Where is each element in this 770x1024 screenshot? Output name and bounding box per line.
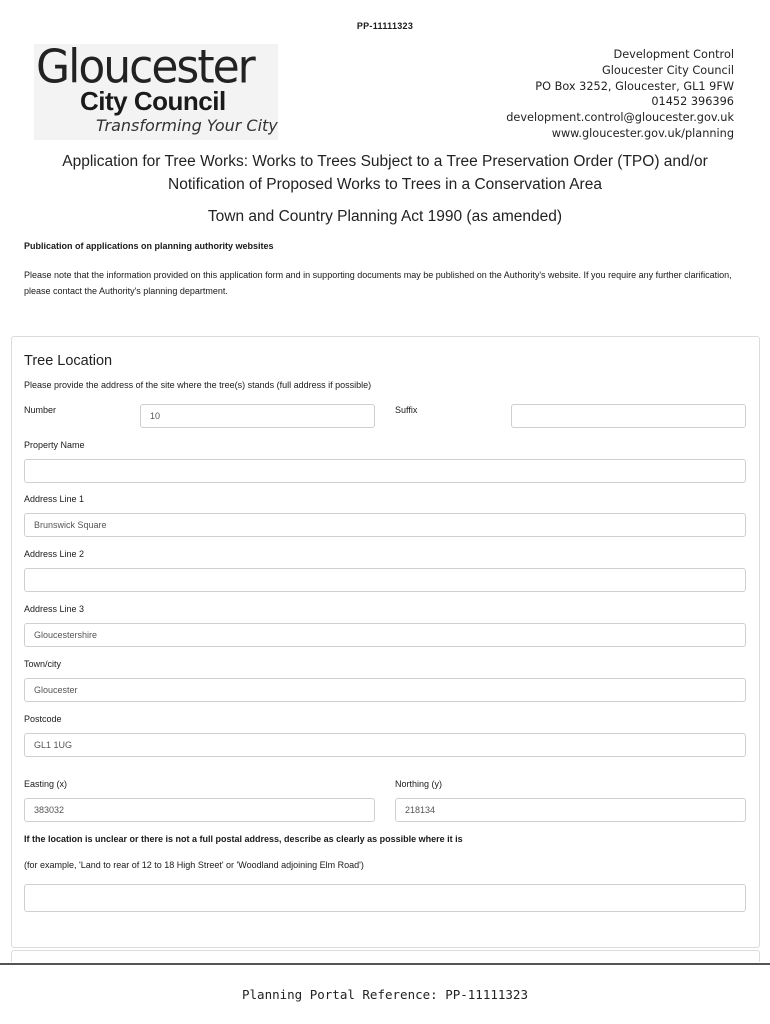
contact-phone: 01452 396396	[651, 95, 734, 109]
address-line-3-field[interactable]: Gloucestershire	[24, 623, 746, 647]
address-line-1-field[interactable]: Brunswick Square	[24, 513, 746, 537]
property-name-label: Property Name	[24, 440, 85, 450]
logo-main-text: Gloucester	[36, 40, 254, 95]
unclear-location-heading: If the location is unclear or there is not a full postal address, describe as clearly as possible where it is	[24, 834, 463, 844]
reference-number: PP-11111323	[356, 21, 414, 31]
number-label: Number	[24, 405, 57, 415]
town-label: Town/city	[24, 659, 62, 669]
form-title	[20, 151, 750, 196]
location-description-field[interactable]	[24, 884, 746, 912]
northing-label: Northing (y)	[395, 779, 443, 789]
form-title-line-1: Application for Tree Works: Works to Trees Subject to a Tree Preservation Order (TPO) and/or	[62, 153, 708, 170]
publication-heading: Publication of applications on planning authority websites	[24, 241, 274, 251]
contact-website: www.gloucester.gov.uk/planning	[551, 126, 734, 140]
postcode-label: Postcode	[24, 714, 62, 724]
property-name-field[interactable]	[24, 459, 746, 483]
contact-block	[506, 47, 734, 142]
address-line-3-label: Address Line 3	[24, 604, 85, 614]
address-line-2-field[interactable]	[24, 568, 746, 592]
tree-location-intro: Please provide the address of the site where the tree(s) stands (full address if possible)	[24, 380, 372, 390]
address-line-2-label: Address Line 2	[24, 549, 85, 559]
easting-label: Easting (x)	[24, 779, 68, 789]
logo-tagline: Transforming Your City	[96, 116, 278, 135]
number-field[interactable]: 10	[140, 404, 375, 428]
postcode-field[interactable]: GL1 1UG	[24, 733, 746, 757]
next-section-panel	[11, 950, 760, 962]
footer-divider	[0, 963, 770, 965]
suffix-field[interactable]	[511, 404, 746, 428]
logo-sub-text: City Council	[80, 86, 226, 116]
address-line-1-label: Address Line 1	[24, 494, 85, 504]
suffix-label: Suffix	[395, 405, 418, 415]
form-title-line-2: Notification of Proposed Works to Trees in a Conservation Area	[168, 175, 602, 193]
contact-address: PO Box 3252, Gloucester, GL1 9FW	[535, 79, 734, 93]
unclear-location-example: (for example, 'Land to rear of 12 to 18 High Street' or 'Woodland adjoining Elm Road')	[24, 860, 364, 870]
contact-email: development.control@gloucester.gov.uk	[506, 111, 734, 125]
contact-council: Gloucester City Council	[602, 63, 734, 77]
publication-text: Please note that the information provided on this application form and in supporting documents may be published on the Authority's website. If you require any further clarification, please contact the Authority's planning department.	[24, 270, 732, 296]
council-logo	[34, 40, 278, 140]
town-field[interactable]: Gloucester	[24, 678, 746, 702]
easting-field[interactable]: 383032	[24, 798, 375, 822]
northing-field[interactable]: 218134	[395, 798, 746, 822]
form-act: Town and Country Planning Act 1990 (as amended)	[207, 208, 563, 225]
footer-reference: Planning Portal Reference: PP-11111323	[242, 987, 528, 1002]
tree-location-title: Tree Location	[24, 353, 113, 369]
contact-department: Development Control	[613, 48, 734, 61]
